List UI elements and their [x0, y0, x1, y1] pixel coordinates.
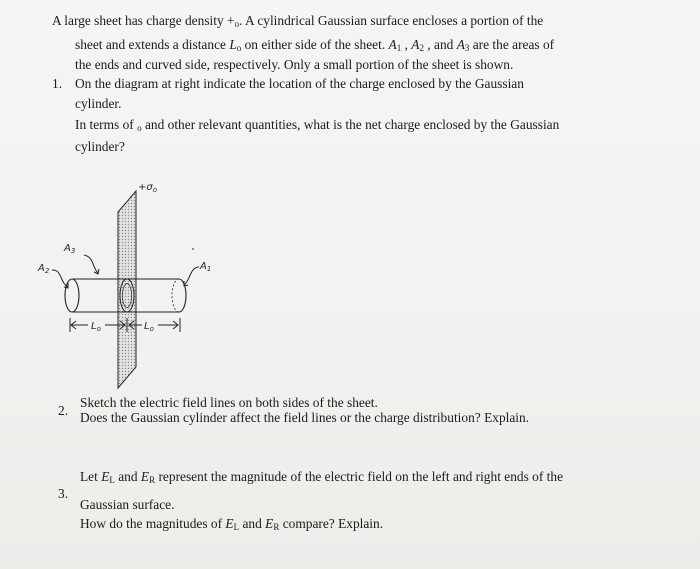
ER-subscript: R [273, 522, 280, 532]
question-1-number: 1. [52, 76, 63, 91]
L-left-label: $L_o$ [91, 321, 101, 333]
intro-text: on either side of the sheet. [241, 37, 389, 52]
intro-line-2 [75, 37, 554, 56]
A2-subscript: 2 [419, 43, 424, 53]
q3-text: Let [80, 469, 102, 484]
q1-text: and other relevant quantities, what is the net charge enclosed by the Gaussian [141, 117, 560, 132]
ER-symbol: E [140, 469, 150, 484]
question-3-number: 3. [58, 486, 69, 501]
EL-symbol: E [225, 516, 234, 531]
A2-symbol: A [411, 37, 420, 52]
ER-subscript: R [149, 475, 156, 485]
q3-text: How do the magnitudes of [80, 516, 226, 531]
question-1-line-4: cylinder? [75, 139, 125, 154]
diagram-svg [34, 175, 224, 395]
sigma-subscript: o [137, 123, 142, 133]
EL-subscript: L [109, 475, 115, 485]
question-3-line-2: Gaussian surface. [80, 497, 175, 512]
intro-line-1 [52, 13, 543, 32]
L-symbol: L [229, 37, 237, 52]
A2-label: $A_2$ [38, 263, 50, 275]
question-1-line-3 [75, 117, 559, 136]
A3-label: $A_3$ [64, 243, 76, 255]
question-3-line-3 [80, 516, 383, 535]
intro-text: the ends and curved side, respectively. Only a small portion of the sheet is shown. [75, 57, 514, 72]
ER-symbol: E [265, 516, 274, 531]
EL-subscript: L [233, 522, 240, 532]
intro-text: sheet and extends a distance [75, 37, 230, 52]
A3-subscript: 3 [464, 43, 470, 53]
question-2-number: 2. [58, 403, 69, 418]
gaussian-cylinder-diagram [34, 175, 224, 395]
A3-symbol: A [456, 37, 465, 52]
q3-text: compare? Explain. [279, 516, 384, 531]
sigma-subscript: o [234, 19, 240, 29]
sigma-label: $+\sigma_o$ [138, 182, 158, 194]
A1-symbol: A [388, 37, 397, 52]
intro-text: are the areas of [469, 37, 555, 52]
q3-text: represent the magnitude of the electric field on the left and right ends of the [155, 469, 564, 484]
L-subscript: o [236, 43, 242, 53]
question-1-line-1: On the diagram at right indicate the location of the charge enclosed by the Gaussian [75, 76, 524, 91]
left-end-cap [65, 279, 79, 312]
A3-pointer [84, 255, 98, 273]
separator: , [401, 37, 412, 52]
EL-symbol: E [101, 469, 110, 484]
question-2-line-1: Sketch the electric field lines on both sides of the sheet. [80, 395, 378, 410]
intro-text: . A cylindrical Gaussian surface encloses a portion of the [239, 13, 544, 28]
L-right-label: $L_o$ [144, 321, 154, 333]
q1-text: In terms of [75, 117, 138, 132]
separator: , and [423, 37, 457, 52]
right-end-cap-hidden [172, 279, 179, 312]
A2-pointer [52, 270, 68, 287]
question-1-line-2: cylinder. [75, 96, 122, 111]
intro-text: A large sheet has charge density + [52, 13, 235, 28]
q3-text: and [239, 516, 266, 531]
intro-line-3 [75, 57, 513, 73]
A1-pointer [184, 267, 199, 285]
question-2-line-2: Does the Gaussian cylinder affect the field lines or the charge distribution? Explain. [80, 410, 530, 425]
question-3-line-1 [80, 469, 563, 488]
q3-text: and [114, 469, 141, 484]
stray-dot [192, 248, 194, 250]
A1-subscript: 1 [396, 43, 402, 53]
A1-label: $A_1$ [200, 261, 212, 273]
